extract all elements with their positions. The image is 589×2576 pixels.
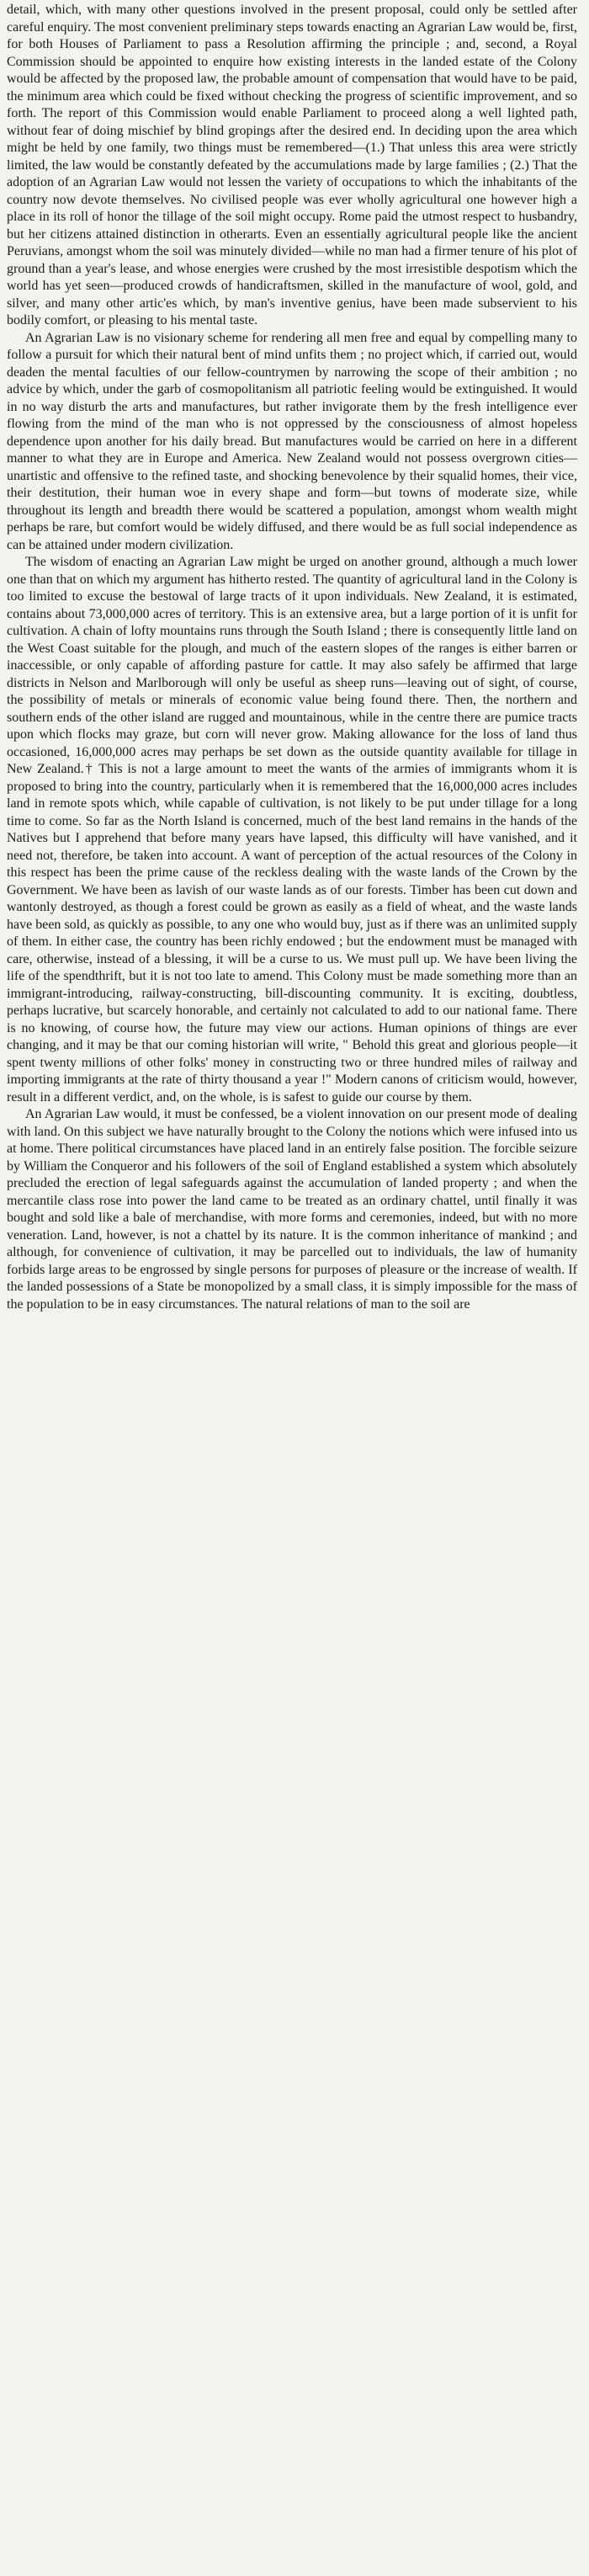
- article-paragraph: The wisdom of enacting an Agrarian Law might be urged on another ground, although a much lower one than that on which my argument has hitherto rested. The quantity of agricultural land in the Colony is too limited to excuse the bestowal of large tracts of it upon individuals. New Zealand, it is estimated, contains about 73,000,000 acres of territory. This is an extensive area, but a large portion of it is unfit for cultivation. A chain of lofty mountains runs through the South Island ; there is consequently little land on the West Coast suitable for the plough, and much of the eastern slopes of the ranges is either barren or inaccessible, or only capable of affording pasture for cattle. It may also safely be affirmed that large districts in Nelson and Marlborough will only be useful as sheep runs—leaving out of sight, of course, the possibility of metals or minerals of economic value being found there. Then, the northern and southern ends of the other island are rugged and mountainous, while in the centre there are pumice tracts upon which flocks may graze, but corn will never grow. Making allowance for the loss of land thus occasioned, 16,000,000 acres may perhaps be set down as the outside quantity available for tillage in New Zealand.† This is not a large amount to meet the wants of the armies of immigrants whom it is proposed to bring into the country, particularly when it is remembered that the 16,000,000 acres includes land in remote spots which, while capable of cultivation, is not likely to be put under tillage for a long time to come. So far as the North Island is concerned, much of the best land remains in the hands of the Natives but I apprehend that before many years have lapsed, this difficulty will have vanished, and it need not, therefore, be taken into account. A want of perception of the actual resources of the Colony in this respect has been the prime cause of the reckless dealing with the waste lands of the Crown by the Government. We have been as lavish of our waste lands as of our forests. Timber has been cut down and wantonly destroyed, as though a forest could be grown as easily as a field of wheat, and the waste lands have been sold, as quickly as possible, to any one who would buy, just as if there was an unlimited supply of them. In either case, the country has been richly endowed ; but the endowment must be managed with care, otherwise, instead of a blessing, it will be a curse to us. We must pull up. We have been living the life of the spendthrift, but it is not too late to amend. This Colony must be made something more than an immigrant-introducing, railway-constructing, bill-discounting community. It is exciting, doubtless, perhaps lucrative, but scarcely honorable, and certainly not calculated to add to our national fame. There is no knowing, of course how, the future may view our actions. Human opinions of things are ever changing, and it may be that our coming historian will write, " Behold this great and glorious people—it spent twenty millions of other folks' money in constructing two or three hundred miles of railway and importing immigrants at the rate of thirty thousand a year !" Modern canons of criticism would, however, result in a different verdict, and, on the whole, is is safest to guide our course by them.: [7, 555, 577, 1104]
- article-paragraph: detail, which, with many other questions involved in the present proposal, could only be settled after careful enquiry. The most convenient preliminary steps towards enacting an Agrarian Law would be, first, for both Houses of Parliament to pass a Resolution affirming the principle ; and, second, a Royal Commission should be appointed to enquire how existing interests in the landed estate of the Colony would be affected by the proposed law, the probable amount of compensation that would have to be paid, the minimum area which could be fixed without checking the progress of scientific improvement, and so forth. The report of this Commission would enable Parliament to proceed along a well lighted path, without fear of doing mischief by blind gropings after the desired end. In deciding upon the area which might be held by one family, two things must be remembered—(1.) That unless this area were strictly limited, the law would be constantly defeated by the accumulations made by large families ; (2.) That the adoption of an Agrarian Law would not lessen the variety of occupations to which the inhabitants of the country now devote themselves. No civilised people was ever wholly agricultural one however high a place in its roll of honor the tillage of the soil might occupy. Rome paid the utmost respect to husbandry, but her citizens attained distinction in otherarts. Even an essentially agricultural people like the ancient Peruvians, amongst whom the soil was minutely divided—while no man had a firmer tenure of his plot of ground than a year's lease, and whose energies were crushed by the most irresistible despotism which the world has yet seen—produced crowds of handicraftsmen, skilled in the manufacture of wool, gold, and silver, and many other artic'es which, by man's inventive genius, have been made subservient to his bodily comfort, or pleasing to his mental taste.: [7, 3, 578, 327]
- article-paragraph: An Agrarian Law is no visionary scheme for rendering all men free and equal by compelling many to follow a pursuit for which their natural bent of mind unfits them ; no project which, if carried out, would deaden the mental faculties of our fellow-countrymen by narrowing the scope of their ambition ; no advice by which, under the garb of cosmopolitanism all patriotic feeling would be extinguished. It would in no way disturb the arts and manufactures, but rather invigorate them by the fresh intelligence ever flowing from the mind of the man who is not oppressed by the consciousness of almost hopeless dependence upon another for his daily bread. But manufactures would be carried on here in a different manner to what they are in Europe and America. New Zealand would not possess overgrown cities—unartistic and offensive to the refined taste, and shocking benevolence by their squalid homes, their vice, their destitution, their human woe in every shape and form—but towns of moderate size, while throughout its length and breadth there would be scattered a population, amongst whom wealth might perhaps be rare, but comfort would be widely diffused, and there would be as full social independence as can be attained under modern civilization.: [7, 330, 577, 552]
- article-paragraph: An Agrarian Law would, it must be confessed, be a violent innovation on our present mode of dealing with land. On this subject we have naturally brought to the Colony the notions which were infused into us at home. There political circumstances have placed land in an entirely false position. The forcible seizure by William the Conqueror and his followers of the soil of England established a system which absolutely precluded the erection of legal safeguards against the accumulation of landed property ; and when the mercantile class rose into power the land came to be treated as an ordinary chattel, until finally it was bought and sold like a bale of merchandise, with more forms and ceremonies, indeed, but with no more veneration. Land, however, is not a chattel by its nature. It is the common inheritance of mankind ; and although, for convenience of cultivation, it may be parcelled out to individuals, the law of humanity forbids large areas to be engrossed by single persons for purposes of pleasure or the increase of wealth. If the landed possessions of a State be monopolized by a small class, it is simply impossible for the mass of the population to be in easy circumstances. The natural relations of man to the soil are: [7, 1107, 577, 1312]
